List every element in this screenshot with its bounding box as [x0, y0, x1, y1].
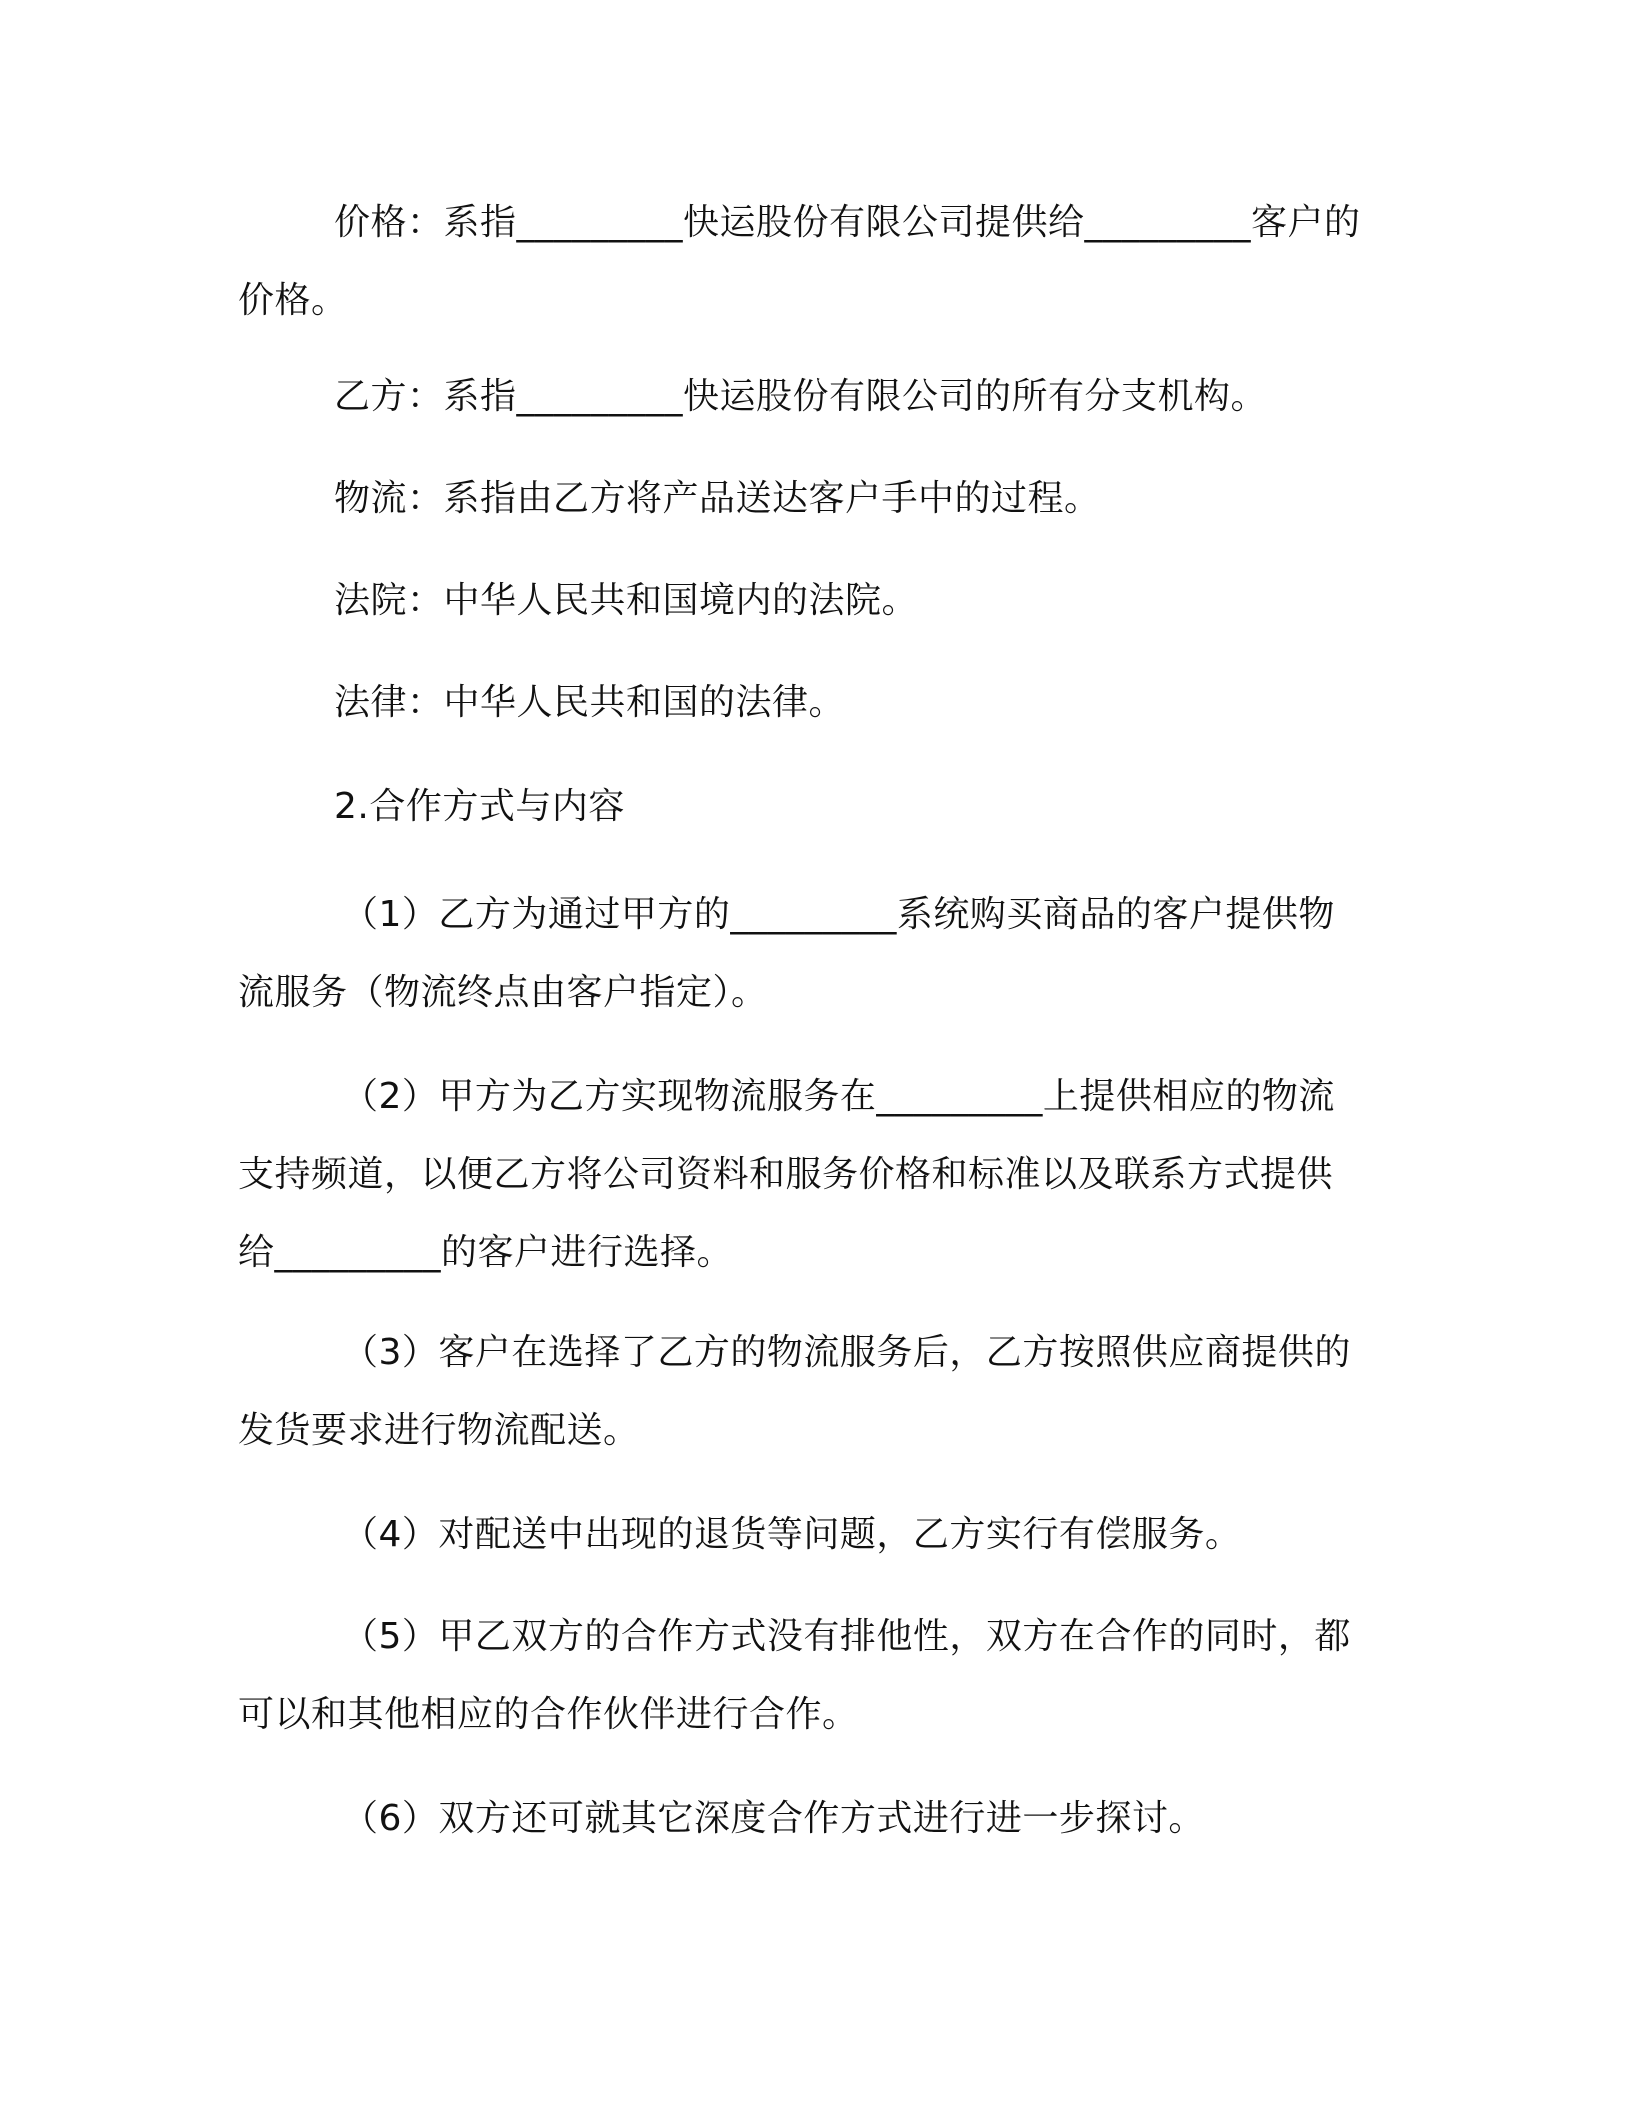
section-heading: 2.合作方式与内容 — [334, 786, 625, 827]
definition-price: 价格：系指_________快运股份有限公司提供给_________客户的价格。 — [238, 202, 1361, 321]
clause-4: （4）对配送中出现的退货等问题，乙方实行有偿服务。 — [342, 1514, 1242, 1555]
definition-party-b: 乙方：系指_________快运股份有限公司的所有分支机构。 — [334, 376, 1268, 417]
definition-logistics: 物流：系指由乙方将产品送达客户手中的过程。 — [334, 478, 1101, 519]
clause-2: （2）甲方为乙方实现物流服务在_________上提供相应的物流支持频道，以便乙方将公司资料和服务价格和标准以及联系方式提供给_________的客户进行选择。 — [238, 1076, 1335, 1273]
clause-6: （6）双方还可就其它深度合作方式进行进一步探讨。 — [342, 1798, 1205, 1839]
definition-law: 法律：中华人民共和国的法律。 — [334, 682, 846, 723]
clause-3: （3）客户在选择了乙方的物流服务后，乙方按照供应商提供的发货要求进行物流配送。 — [238, 1332, 1351, 1451]
clause-5: （5）甲乙双方的合作方式没有排他性，双方在合作的同时，都可以和其他相应的合作伙伴进行合作。 — [238, 1616, 1351, 1735]
definition-court: 法院：中华人民共和国境内的法院。 — [334, 580, 919, 621]
clause-1: （1）乙方为通过甲方的_________系统购买商品的客户提供物流服务（物流终点由客户指定）。 — [238, 894, 1335, 1013]
